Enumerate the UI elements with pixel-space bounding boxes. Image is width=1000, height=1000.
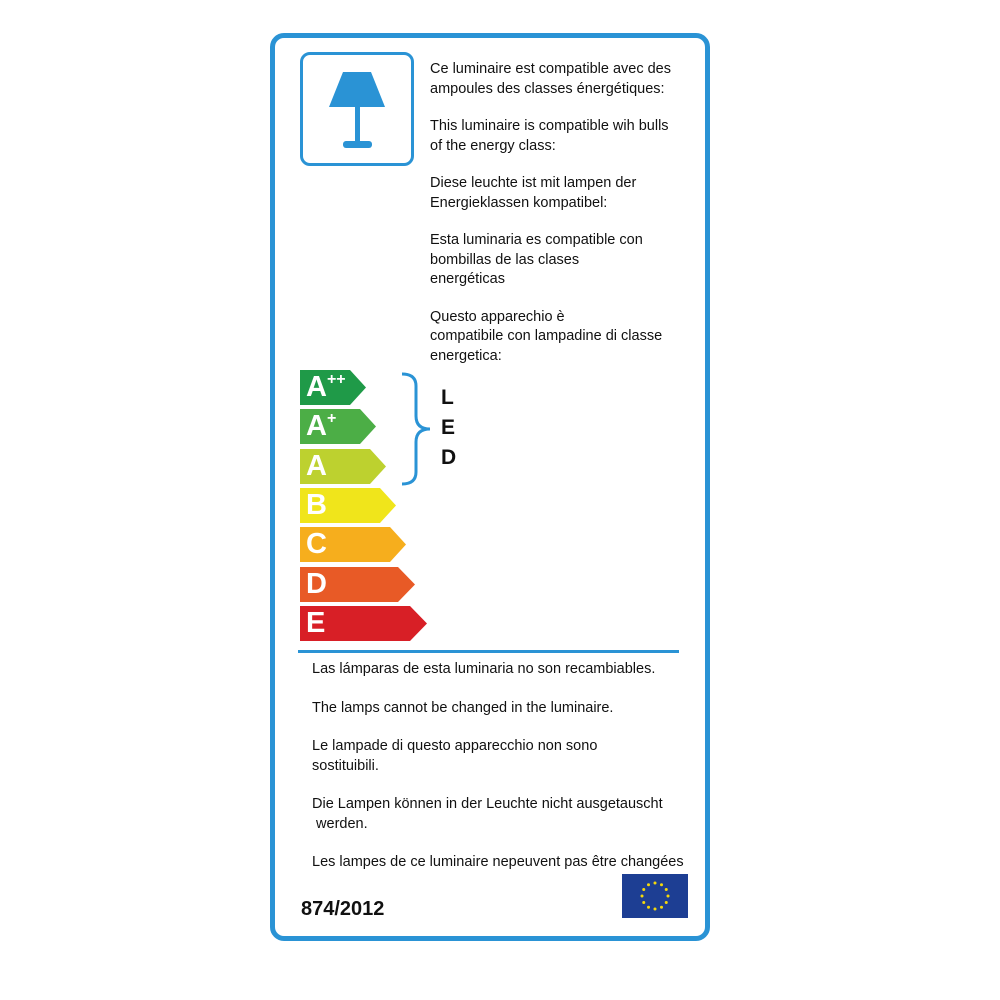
led-range-brace: [400, 372, 434, 491]
intro-de: Diese leuchte ist mit lampen der Energieklassen kompatibel:: [430, 175, 637, 211]
class-letter: A++: [306, 371, 346, 403]
intro-es: Esta luminaria es compatible con bombillas de las clases energéticas: [430, 232, 643, 287]
led-label: [441, 383, 456, 473]
eu-star: [641, 895, 644, 898]
led-letter: D: [441, 446, 457, 469]
intro-fr: Ce luminaire est compatible avec des ampoules des classes énergétiques:: [430, 61, 671, 97]
eu-star: [654, 882, 657, 885]
eu-star: [660, 906, 663, 909]
eu-star: [654, 908, 657, 911]
class-letter: B: [306, 489, 327, 521]
eu-star: [660, 883, 663, 886]
note-es: Las lámparas de esta luminaria no son recambiables.: [312, 661, 656, 677]
lamp-icon-box: [300, 52, 414, 166]
note-de: Die Lampen können in der Leuchte nicht ausgetauscht werden.: [312, 796, 663, 832]
eu-star: [647, 883, 650, 886]
led-letter: L: [441, 386, 454, 409]
section-divider: [298, 650, 679, 653]
class-letter: D: [306, 568, 327, 600]
table-lamp-icon: [303, 55, 411, 163]
note-it: Le lampade di questo apparecchio non sono sostituibili.: [312, 738, 598, 774]
eu-star: [667, 895, 670, 898]
eu-flag-icon: [622, 874, 688, 918]
replaceability-notice: [312, 660, 702, 892]
eu-star: [642, 901, 645, 904]
intro-it: Questo apparechio è compatibile con lampadine di classe energetica:: [430, 308, 663, 364]
class-letter: A: [306, 450, 327, 482]
eu-star: [642, 888, 645, 891]
class-letter: E: [306, 607, 326, 639]
eu-star: [665, 888, 668, 891]
intro-en: This luminaire is compatible wih bulls of the energy class:: [430, 118, 669, 154]
compatibility-statement: [430, 60, 700, 384]
class-letter: A+: [306, 410, 337, 442]
note-fr: Les lampes de ce luminaire nepeuvent pas être changées: [312, 854, 684, 870]
led-letter: E: [441, 416, 456, 439]
regulation-number: 874/2012: [301, 898, 385, 920]
note-en: The lamps cannot be changed in the luminaire.: [312, 699, 614, 716]
class-letter: C: [306, 528, 327, 560]
eu-star: [665, 901, 668, 904]
eu-star: [647, 906, 650, 909]
